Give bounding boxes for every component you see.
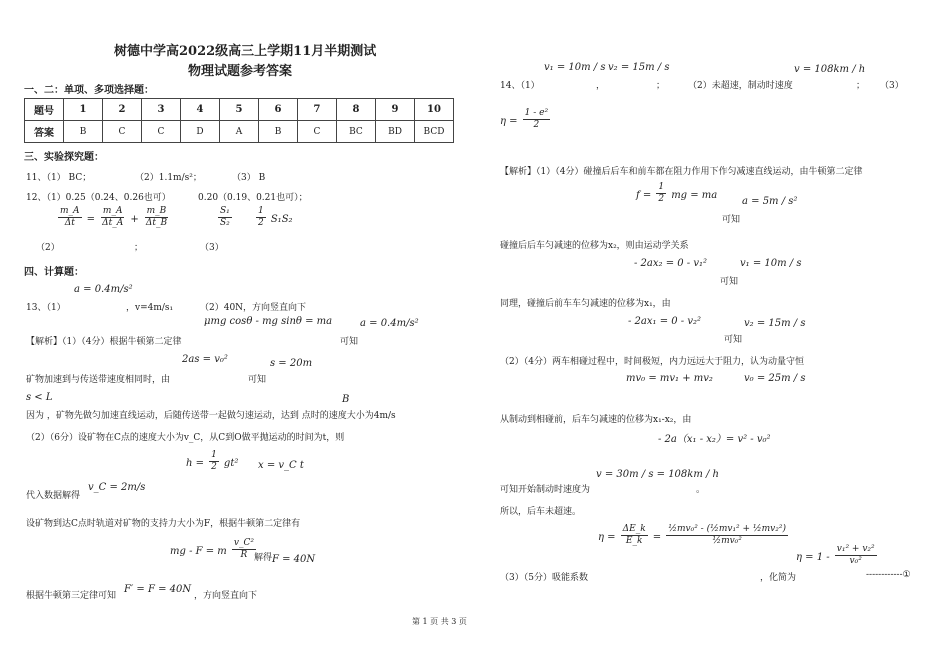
table-cell: 5 [220, 99, 259, 121]
q12-s-product [256, 206, 293, 229]
eq-eta-simplified [796, 544, 877, 567]
table-cell: BC [337, 121, 376, 143]
support-text: 设矿物到达C点时轨道对矿物的支持力大小为F，根据牛顿第二定律有 [26, 519, 301, 529]
kezhi-r1: 可知 [722, 215, 741, 225]
fraction-num: S₁ [220, 206, 230, 216]
circle-mark: 。 [696, 485, 706, 495]
eq-ax2: - 2ax₂ = 0 - v₁² [634, 258, 708, 269]
q11-answer-3: （3） B [232, 173, 266, 183]
q14-v1: v₁ = 10m / s [544, 62, 606, 73]
eq-f-rhs: mg = ma [671, 190, 718, 201]
q14-eta-formula [500, 108, 550, 131]
section4-heading: 四、计算题： [24, 267, 84, 278]
doc-title: 树德中学高2022级高三上学期11月半期测试 [114, 44, 377, 59]
doc-subtitle: 物理试题参考答案 [188, 64, 293, 79]
fraction-den: R [240, 550, 248, 560]
fraction-num: m_A [102, 206, 123, 216]
because-text: 因为 ，矿物先做匀加速直线运动，后随传送带一起做匀速运动，达到 点时的速度大小为4m/s [26, 411, 396, 421]
q12-part2-sep: ； [134, 243, 144, 253]
solve-text: 解得 [254, 553, 273, 563]
table-cell: C [142, 121, 181, 143]
F40b-result: F′ = F = 40N [124, 584, 192, 595]
fraction-den: Δt_A [102, 218, 124, 228]
table-cell: BCD [415, 121, 454, 143]
F40-result: F = 40N [272, 554, 316, 565]
simplify-text: ，化简为 [760, 573, 797, 583]
fraction-den: v₀² [849, 556, 862, 566]
q13-a-eq: a = 0.4m/s² [360, 318, 419, 329]
table-cell: 6 [259, 99, 298, 121]
q14-v2: v₂ = 15m / s [608, 62, 670, 73]
table-cell: 7 [298, 99, 337, 121]
table-cell: 3 [142, 99, 181, 121]
eq-a5: a = 5m / s² [742, 196, 798, 207]
fraction-den: 2 [658, 194, 665, 204]
s1s2-text: S₁S₂ [270, 214, 293, 225]
table-cell: A [220, 121, 259, 143]
table-cell: BD [376, 121, 415, 143]
part2-text: （2）（6分）设矿物在C点的速度大小为v_C，从C到O做平抛运动的时间为t，则 [26, 433, 345, 443]
answer-table [24, 98, 454, 143]
kezhi-r2: 可知 [720, 277, 739, 287]
fraction-num: v_C² [233, 538, 254, 548]
eta2-lhs: η = 1 - [796, 552, 830, 563]
section1-heading: 一、二：单项、多项选择题： [24, 85, 154, 96]
table-cell: 8 [337, 99, 376, 121]
eq-mgF [170, 538, 256, 561]
fraction-den: 2 [258, 218, 264, 228]
eq-2as: 2as = v₀² [182, 354, 228, 365]
fraction-num: 1 [258, 206, 264, 216]
q14-part2: （2）未超速，制动时速度 [688, 81, 793, 91]
mineral-text: 矿物加速到与传送带速度相同时，由 [26, 375, 171, 385]
part2-r-text: （2）（4分）两车相碰过程中，时间极短，内力远远大于阻力，认为动量守恒 [500, 357, 804, 367]
section3-heading: 三、实验探究题： [24, 152, 104, 163]
table-cell: B [64, 121, 103, 143]
eq-ax1: - 2ax₁ = 0 - v₂² [628, 316, 702, 327]
fraction-den: E_k [625, 536, 643, 546]
answer-table-answer-row [25, 121, 454, 143]
fraction-den: S₂ [220, 218, 230, 228]
know-text: 可知开始制动时速度为 [500, 485, 591, 495]
q11-answer: 11、（1） BC； [26, 173, 92, 183]
equals-sign: = [86, 214, 96, 225]
eq-brake: - 2a（x₁ - x₂）= v² - v₀² [658, 434, 771, 445]
fraction-num: m_B [146, 206, 167, 216]
q13-label: 13、（1） [26, 303, 66, 313]
q14-semi: ； [656, 81, 666, 91]
q14-part3: （3） [880, 81, 904, 91]
fraction-num: ½mv₀² - (½mv₁² + ½mv₂²) [668, 524, 786, 534]
q12-s-ratio [218, 206, 232, 229]
eq-h [186, 450, 238, 473]
direction-text: ，方向竖直向下 [194, 591, 258, 601]
eta-lhs: η = [500, 116, 518, 127]
disp-2-text: 同理，碰撞后前车车匀减速的位移为x₁，由 [500, 299, 671, 309]
answer-table-number-row [25, 99, 454, 121]
q11-answer-2: （2）1.1m/s²； [135, 173, 202, 183]
eq-v30: v = 30m / s = 108km / h [596, 469, 719, 480]
q13-v: ，v=4m/s₁ [126, 303, 174, 313]
plus-sign: + [130, 214, 139, 225]
q13-equation: μmg cosθ - mg sinθ = ma [204, 316, 333, 327]
table-cell: 9 [376, 99, 415, 121]
eq-f-lhs: f = [636, 190, 652, 201]
eq-mgF-lhs: mg - F = m [170, 546, 227, 557]
kezhi-2: 可知 [248, 375, 267, 385]
table-cell: C [103, 121, 142, 143]
eq-v2: v₂ = 15m / s [744, 318, 806, 329]
fraction-den: Δt [64, 218, 75, 228]
fraction-num: 1 - e² [524, 108, 549, 118]
eq-v0: v₀ = 25m / s [744, 373, 806, 384]
table-cell: 10 [415, 99, 454, 121]
eta-big-lhs: η = [598, 532, 616, 543]
table-cell: D [181, 121, 220, 143]
table-cell: 4 [181, 99, 220, 121]
q14-v108: v = 108km / h [794, 64, 866, 75]
q14-semi2: ； [856, 81, 866, 91]
table-cell: C [298, 121, 337, 143]
eq-momentum: mv₀ = mv₁ + mv₂ [626, 373, 713, 384]
eq-h-lhs: h = [186, 458, 204, 469]
so-text: 所以，后车未超速。 [500, 507, 582, 517]
brake-text: 从制动到相碰前，后车匀减速的位移为x₁-x₂，由 [500, 415, 692, 425]
substitute-text: 代入数据解得 [26, 491, 81, 501]
table-cell: 1 [64, 99, 103, 121]
kezhi-r3: 可知 [724, 335, 743, 345]
s-lt-L: s < L [26, 392, 53, 403]
eq-f [636, 182, 717, 205]
table-row-label: 答案 [25, 121, 64, 143]
kezhi-1: 可知 [340, 337, 359, 347]
fraction-num: ΔE_k [622, 524, 646, 534]
fraction-den: 2 [211, 462, 217, 472]
table-cell: B [259, 121, 298, 143]
q14-comma: ， [596, 81, 606, 91]
disp-1-text: 碰撞后后车匀减速的位移为x₂，则由运动学关系 [500, 241, 689, 251]
eq-x: x = v_C t [258, 460, 304, 471]
q12-answer-b: 0.20（0.19、0.21也可）； [198, 193, 308, 203]
third-law-text: 根据牛顿第三定律可知 [26, 591, 117, 601]
analysis-1: 【解析】（1）（4分）根据牛顿第二定律 [26, 337, 182, 347]
fraction-den: 2 [533, 120, 540, 130]
fraction-den: ½mv₀² [712, 536, 742, 546]
marker-1: ------------① [866, 570, 911, 580]
q14-label: 14、（1） [500, 81, 540, 91]
q12-part3: （3） [200, 243, 224, 253]
page-footer: 第 1 页 共 3 页 [412, 617, 467, 626]
point-B: B [342, 394, 350, 405]
table-cell: 2 [103, 99, 142, 121]
vc-result: v_C = 2m/s [88, 482, 146, 493]
q12-answer: 12、（1）0.25（0.24、0.26也可） [26, 193, 171, 203]
eq-v1: v₁ = 10m / s [740, 258, 802, 269]
q13-a-result: a = 0.4m/s² [74, 284, 133, 295]
fraction-num: 1 [211, 450, 217, 460]
q12-formula [58, 206, 169, 229]
fraction-num: v₁² + v₂² [836, 544, 875, 554]
eq-h-rhs: gt² [223, 458, 239, 469]
eta-big-eq: = [652, 532, 662, 543]
fraction-num: 1 [658, 182, 665, 192]
q12-part2: （2） [36, 243, 60, 253]
fraction-den: Δt_B [145, 218, 168, 228]
part3-r-text: （3）（5分）吸能系数 [500, 573, 588, 583]
analysis-14: 【解析】（1）（4分）碰撞后后车和前车都在阻力作用下作匀减速直线运动，由牛顿第二定律 [500, 167, 863, 177]
eq-eta-big [598, 524, 788, 547]
table-row-label: 题号 [25, 99, 64, 121]
q13-part2: （2）40N，方向竖直向下 [200, 303, 307, 313]
eq-s20: s = 20m [270, 358, 313, 369]
fraction-num: m_A [60, 206, 80, 216]
